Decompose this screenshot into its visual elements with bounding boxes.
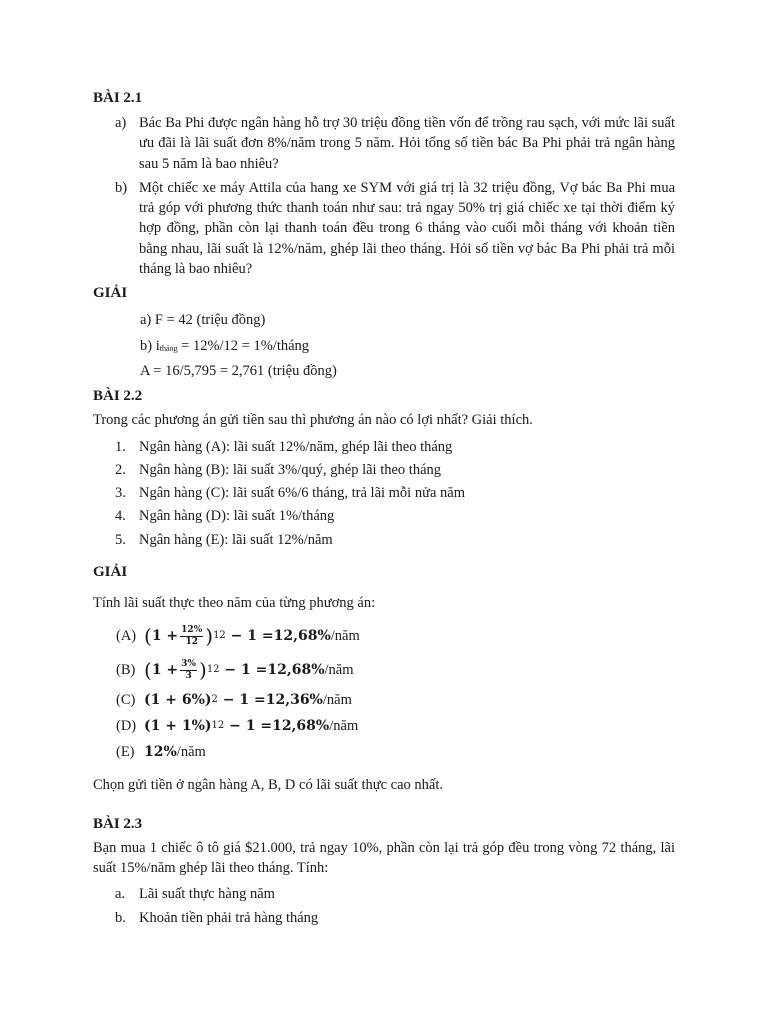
list-marker: b)	[115, 179, 128, 196]
list-item	[93, 908, 675, 928]
formula-row-c	[116, 687, 675, 713]
formula-label: (C)	[116, 692, 136, 709]
bai-2-3-list	[93, 884, 675, 928]
formula-label: (B)	[116, 662, 136, 679]
list-marker: 4.	[115, 508, 126, 525]
solution-rest: = 12%/12 = 1%/tháng	[177, 337, 310, 354]
list-item-text: Lãi suất thực hàng năm	[139, 886, 275, 903]
solution-line: A = 16/5,795 = 2,761 (triệu đồng)	[140, 362, 337, 379]
bai-2-3-intro: Bạn mua 1 chiếc ô tô giá $21.000, trả ngay 10%, phần còn lại trả góp đều trong vòng 72 tháng, lãi suất 15%/năm ghép lãi theo tháng. Tính:	[93, 839, 675, 876]
list-item-text: Ngân hàng (C): lãi suất 6%/6 tháng, trả lãi mỗi nửa năm	[139, 485, 465, 502]
list-item	[93, 483, 675, 503]
formula-math	[144, 743, 177, 763]
list-marker: 2.	[115, 461, 126, 478]
formula-unit: /năm	[176, 744, 206, 761]
formula-unit: /năm	[329, 718, 359, 735]
bai-2-2-intro: Trong các phương án gửi tiền sau thì phương án nào có lợi nhất? Giải thích.	[93, 412, 533, 429]
list-item	[93, 460, 675, 480]
formula-result: 12%	[144, 743, 177, 760]
formula-unit: /năm	[322, 692, 352, 709]
solution-line	[140, 336, 675, 356]
list-item	[93, 506, 675, 526]
formula-label: (D)	[116, 718, 137, 735]
bai-2-3-title: BÀI 2.3	[93, 815, 143, 832]
bai-2-2-giai-intro: Tính lãi suất thực theo năm của từng phương án:	[93, 595, 376, 612]
formula-result: 12,36%	[265, 691, 323, 708]
formula-label: (A)	[116, 628, 137, 645]
formula-unit: /năm	[324, 662, 354, 679]
giai-title: GIẢI	[93, 285, 128, 302]
bai-2-2-conclusion: Chọn gửi tiền ở ngân hàng A, B, D có lãi suất thực cao nhất.	[93, 777, 443, 794]
formula-block	[93, 619, 675, 765]
solution-prefix: b) i	[140, 337, 160, 354]
list-item-text: Ngân hàng (E): lãi suất 12%/năm	[139, 531, 333, 548]
bai-2-1-title: BÀI 2.1	[93, 90, 143, 106]
list-item	[93, 884, 675, 904]
bai-2-2-title: BÀI 2.2	[93, 388, 143, 405]
formula-row-b	[116, 653, 675, 687]
formula-math: (1 + 6%) 2 − 1 = 12,36%	[144, 691, 323, 711]
solution-subscript: tháng	[159, 343, 178, 353]
fraction: $\frac{12\%}{12}$	[181, 624, 203, 647]
list-item-text: Một chiếc xe máy Attila của hang xe SYM với giá trị là 32 triệu đồng, Vợ bác Ba Phi mua trả góp với phương thức thanh toán như sau: trả ngay 50% trị giá chiếc xe tại thời điểm ký hợp đồng, phần còn lại thanh toán đều trong 6 tháng vào cuối mỗi tháng với khoản tiền bằng nhau, lãi suất là 12%/năm, ghép lãi theo tháng. Hỏi số tiền vợ bác Ba Phi phải trả mỗi tháng là bao nhiêu?	[139, 179, 675, 278]
list-marker: a.	[115, 886, 126, 903]
formula-row-e	[116, 739, 675, 765]
formula-math: ( 1 + $\frac{12\%}{12}$ ) 12 − 1 = 12,68%	[144, 624, 331, 649]
list-marker: 5.	[115, 531, 126, 548]
solution-line: a) F = 42 (triệu đồng)	[140, 312, 266, 329]
list-item	[93, 178, 675, 279]
list-item-text: Ngân hàng (B): lãi suất 3%/quý, ghép lãi theo tháng	[139, 461, 442, 478]
formula-row-d	[116, 713, 675, 739]
fraction: $\frac{3\%}{3}$	[181, 658, 196, 681]
giai-title: GIẢI	[93, 564, 128, 581]
formula-unit: /năm	[330, 628, 360, 645]
formula-math: (1 + 1%) 12 − 1 = 12,68%	[144, 717, 329, 737]
formula-result: 12,68%	[267, 661, 325, 678]
formula-result: 12,68%	[272, 717, 330, 734]
bai-2-2-list	[93, 437, 675, 550]
list-item	[93, 437, 675, 457]
document-page	[93, 88, 675, 931]
list-marker: a)	[115, 115, 127, 131]
list-item	[93, 530, 675, 550]
list-item-text: Khoản tiền phải trả hàng tháng	[139, 909, 319, 926]
list-marker: 3.	[115, 485, 126, 502]
bai-2-1-solution	[140, 310, 675, 381]
formula-result: 12,68%	[273, 627, 331, 644]
formula-math: ( 1 + $\frac{3\%}{3}$ ) 12 − 1 = 12,68%	[144, 658, 325, 683]
list-item-text: Ngân hàng (D): lãi suất 1%/tháng	[139, 508, 335, 525]
list-item-text: Bác Ba Phi được ngân hàng hỗ trợ 30 triệu đồng tiền vốn để trồng rau sạch, với mức lãi suất ưu đãi là lãi suất đơn 8%/năm trong 5 năm. Hỏi tổng số tiền bác Ba Phi phải trả ngân hàng sau 5 năm là bao nhiêu?	[139, 115, 675, 172]
list-item-text: Ngân hàng (A): lãi suất 12%/năm, ghép lãi theo tháng	[139, 438, 453, 455]
list-marker: 1.	[115, 438, 126, 455]
list-marker: b.	[115, 909, 126, 926]
formula-row-a	[116, 619, 675, 653]
formula-label: (E)	[116, 744, 135, 761]
list-item	[93, 113, 675, 174]
bai-2-1-list	[93, 113, 675, 279]
